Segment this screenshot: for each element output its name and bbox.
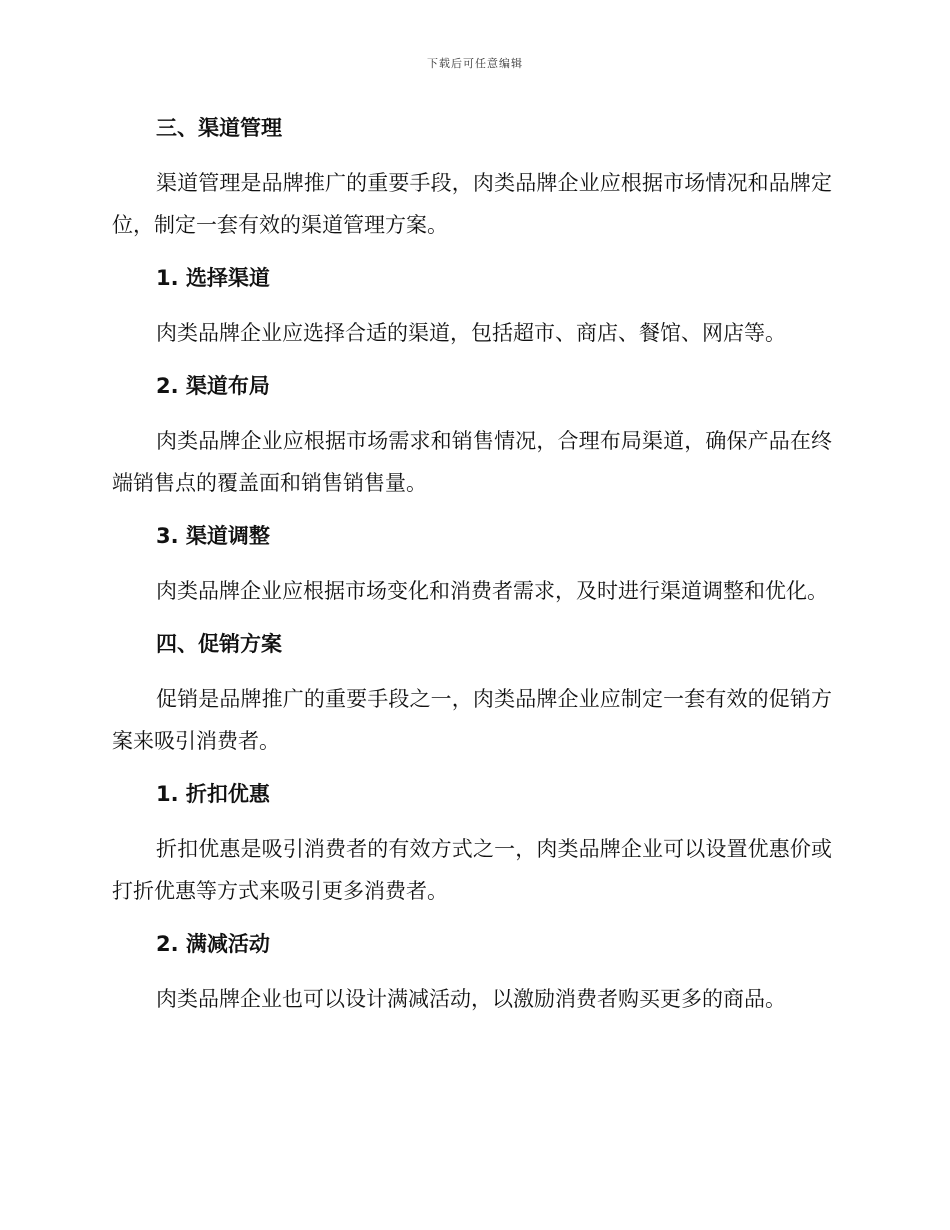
section-paragraph-promotion-plan: 促销是品牌推广的重要手段之一，肉类品牌企业应制定一套有效的促销方案来吸引消费者。 [112, 687, 832, 753]
section-heading-promotion-plan: 四、促销方案 [156, 632, 282, 656]
subsection-paragraph-spend-reduction: 肉类品牌企业也可以设计满减活动，以激励消费者购买更多的商品。 [156, 987, 786, 1011]
subsection-heading-choose-channel: 1. 选择渠道 [156, 266, 270, 290]
subsection-paragraph-channel-layout: 肉类品牌企业应根据市场需求和销售情况，合理布局渠道，确保产品在终端销售点的覆盖面和销售销售量。 [112, 429, 832, 495]
subsection-paragraph-discount: 折扣优惠是吸引消费者的有效方式之一，肉类品牌企业可以设置优惠价或打折优惠等方式来吸引更多消费者。 [112, 837, 832, 903]
subsection-heading-spend-reduction: 2. 满减活动 [156, 932, 270, 956]
subsection-heading-channel-layout: 2. 渠道布局 [156, 374, 270, 398]
subsection-heading-channel-adjustment: 3. 渠道调整 [156, 524, 270, 548]
section-paragraph-channel-management: 渠道管理是品牌推广的重要手段，肉类品牌企业应根据市场情况和品牌定位，制定一套有效的渠道管理方案。 [112, 171, 832, 237]
subsection-heading-discount: 1. 折扣优惠 [156, 782, 270, 806]
subsection-paragraph-channel-adjustment: 肉类品牌企业应根据市场变化和消费者需求，及时进行渠道调整和优化。 [156, 579, 828, 603]
document-body [112, 108, 832, 1020]
page-header-note: 下载后可任意编辑 [427, 57, 523, 70]
subsection-paragraph-choose-channel: 肉类品牌企业应选择合适的渠道，包括超市、商店、餐馆、网店等。 [156, 321, 786, 345]
section-heading-channel-management: 三、渠道管理 [156, 116, 282, 140]
